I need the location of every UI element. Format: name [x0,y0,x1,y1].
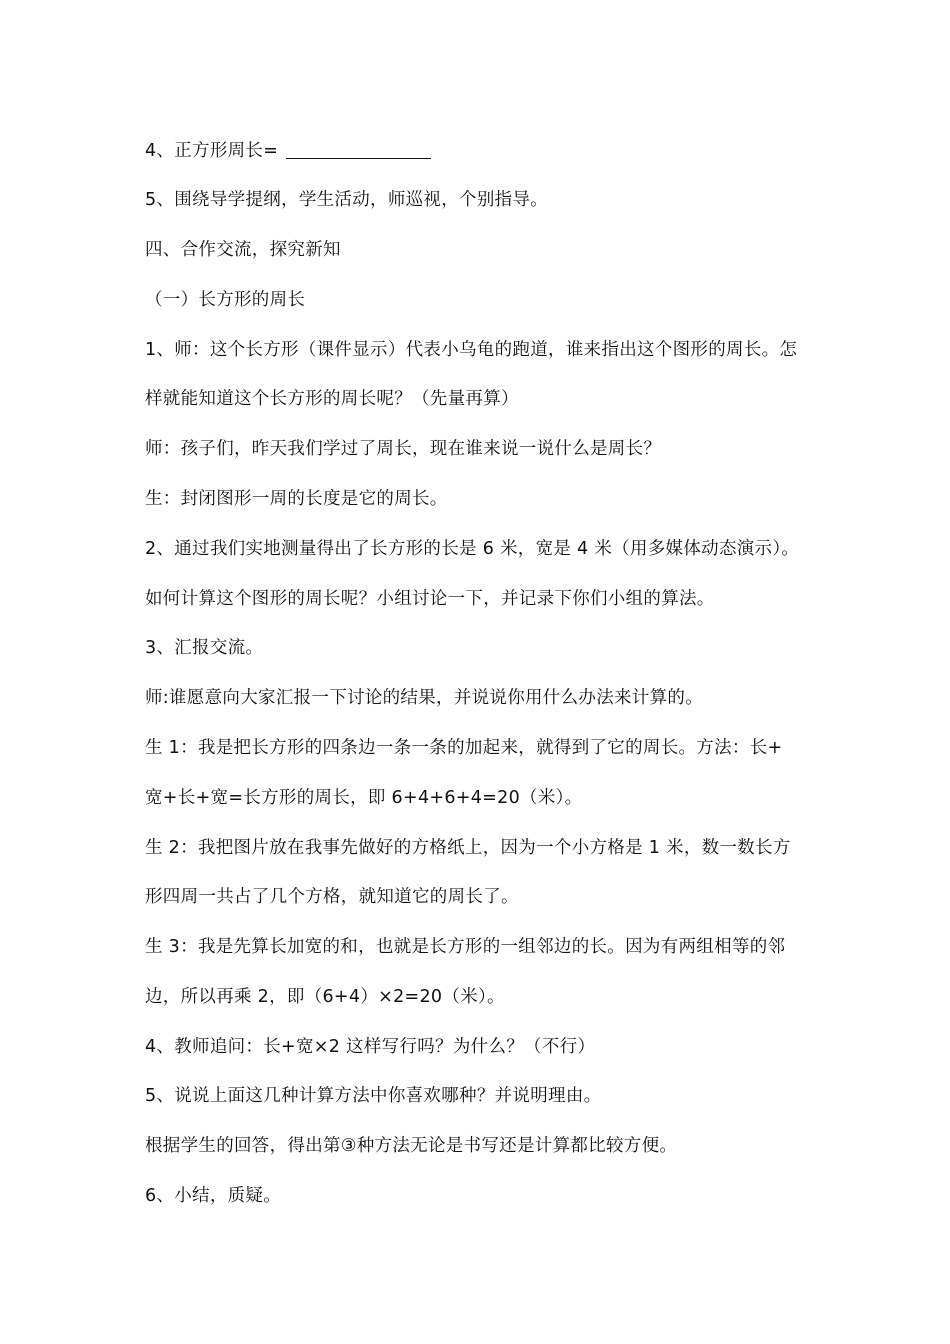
text-line: 5、说说上面这几种计算方法中你喜欢哪种？并说明理由。 [145,1086,602,1106]
text-line: 形四周一共占了几个方格，就知道它的周长了。 [145,887,519,907]
text-line: 生 3：我是先算长加宽的和，也就是长方形的一组邻边的长。因为有两组相等的邻 [145,937,786,957]
section-heading: 四、合作交流，探究新知 [145,240,341,260]
text-line: 1、师：这个长方形（课件显示）代表小乌龟的跑道，谁来指出这个图形的周长。怎 [145,340,798,360]
text-line: 生：封闭图形一周的长度是它的周长。 [145,489,448,509]
text-line: 边，所以再乘 2，即（6+4）×2=20（米）。 [145,987,505,1007]
text-line: 师：孩子们，昨天我们学过了周长，现在谁来说一说什么是周长？ [145,439,662,459]
text-line: 宽+长+宽=长方形的周长，即 6+4+6+4=20（米）。 [145,788,583,808]
text-line [145,139,431,163]
text-line: 根据学生的回答，得出第③种方法无论是书写还是计算都比较方便。 [145,1136,678,1156]
text-line: 5、围绕导学提纲，学生活动，师巡视，个别指导。 [145,190,549,210]
text-line: 生 1：我是把长方形的四条边一条一条的加起来，就得到了它的周长。方法：长+ [145,738,783,758]
text-line: 3、汇报交流。 [145,638,264,658]
line-text: 4、正方形周长= [145,141,279,161]
fill-in-blank [286,142,431,159]
text-line: 生 2：我把图片放在我事先做好的方格纸上，因为一个小方格是 1 米，数一数长方 [145,838,791,858]
subsection-heading: （一）长方形的周长 [145,290,306,310]
text-line: 4、教师追问：长+宽×2 这样写行吗？为什么？（不行） [145,1037,596,1057]
text-line: 2、通过我们实地测量得出了长方形的长是 6 米，宽是 4 米（用多媒体动态演示）。 [145,539,800,559]
text-line: 如何计算这个图形的周长呢？小组讨论一下，并记录下你们小组的算法。 [145,589,715,609]
text-line: 6、小结，质疑。 [145,1186,282,1206]
text-line: 样就能知道这个长方形的周长呢？（先量再算） [145,389,519,409]
text-line: 师:谁愿意向大家汇报一下讨论的结果，并说说你用什么办法来计算的。 [145,688,703,708]
